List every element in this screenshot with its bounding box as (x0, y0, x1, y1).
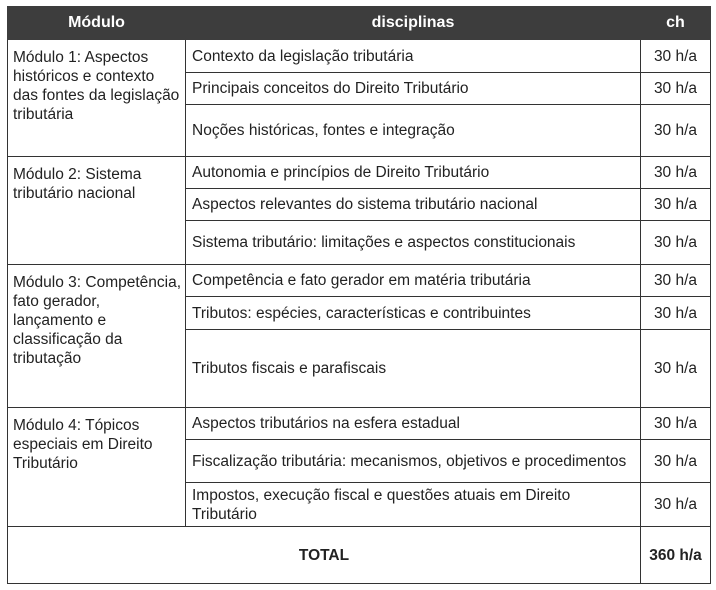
discipline-cell: Aspectos tributários na esfera estadual (186, 408, 641, 440)
total-label: TOTAL (8, 527, 641, 584)
header-modulo: Módulo (8, 7, 186, 40)
ch-cell: 30 h/a (641, 221, 711, 265)
discipline-cell: Tributos: espécies, características e contribuintes (186, 297, 641, 330)
header-disciplinas: disciplinas (186, 7, 641, 40)
discipline-cell: Tributos fiscais e parafiscais (186, 330, 641, 408)
discipline-cell: Impostos, execução fiscal e questões atuais em Direito Tributário (186, 483, 641, 527)
ch-cell: 30 h/a (641, 297, 711, 330)
total-row (8, 527, 711, 584)
discipline-cell: Aspectos relevantes do sistema tributário nacional (186, 189, 641, 221)
total-ch: 360 h/a (641, 527, 711, 584)
table-row (8, 408, 711, 440)
discipline-cell: Sistema tributário: limitações e aspectos constitucionais (186, 221, 641, 265)
ch-cell: 30 h/a (641, 105, 711, 157)
ch-cell: 30 h/a (641, 483, 711, 527)
table-row (8, 157, 711, 189)
header-row (8, 7, 711, 40)
table-row (8, 40, 711, 73)
ch-cell: 30 h/a (641, 330, 711, 408)
ch-cell: 30 h/a (641, 157, 711, 189)
ch-cell: 30 h/a (641, 265, 711, 297)
module-cell: Módulo 1: Aspectos históricos e contexto das fontes da legislação tributária (8, 40, 186, 157)
discipline-cell: Autonomia e princípios de Direito Tributário (186, 157, 641, 189)
discipline-cell: Competência e fato gerador em matéria tributária (186, 265, 641, 297)
ch-cell: 30 h/a (641, 440, 711, 483)
discipline-cell: Noções históricas, fontes e integração (186, 105, 641, 157)
module-cell: Módulo 2: Sistema tributário nacional (8, 157, 186, 265)
table-row (8, 265, 711, 297)
ch-cell: 30 h/a (641, 408, 711, 440)
discipline-cell: Fiscalização tributária: mecanismos, objetivos e procedimentos (186, 440, 641, 483)
header-ch: ch (641, 7, 711, 40)
ch-cell: 30 h/a (641, 40, 711, 73)
curriculum-table (7, 6, 711, 584)
ch-cell: 30 h/a (641, 189, 711, 221)
ch-cell: 30 h/a (641, 73, 711, 105)
discipline-cell: Contexto da legislação tributária (186, 40, 641, 73)
module-cell: Módulo 4: Tópicos especiais em Direito Tributário (8, 408, 186, 527)
discipline-cell: Principais conceitos do Direito Tributário (186, 73, 641, 105)
module-cell: Módulo 3: Competência, fato gerador, lançamento e classificação da tributação (8, 265, 186, 408)
